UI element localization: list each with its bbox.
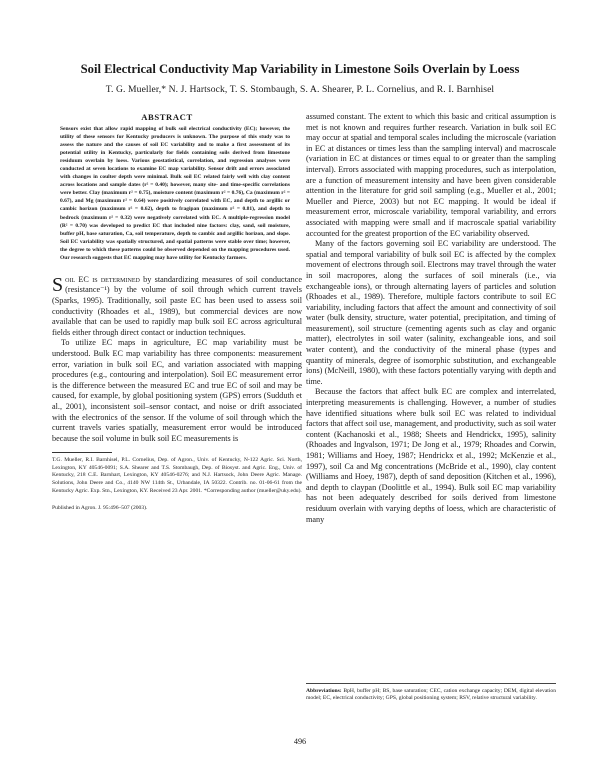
author-affiliations: T.G. Mueller, R.I. Barnhisel, P.L. Cornelius, Dep. of Agron., Univ. of Kentucky, N-122 Agric. Sci. North, Lexington, KY 40546-0091; S.A. Shearer and T.S. Stombaugh, Dep. of Biosyst. and Agric. Eng., Univ. of Kentucky, 218 C.E. Barnhart, Lexington, KY 40546-0276; and N.J. Hartsock, John Deere Agric. Manage. Solutions, John Deere and Co., 4140 NW 114th St., Urbandale, IA 50322. Contrib. no. 01-06-61 from the Kentucky Agric. Exp. Stn., Lexington, KY. Received 23 Apr. 2001. *Corresponding author (mueller@uky.edu). (52, 457, 302, 494)
footnote-rule (52, 452, 112, 453)
abbreviations-note (306, 688, 556, 703)
intro-paragraph-1 (52, 275, 302, 339)
intro-paragraph-1-text: by standardizing measures of soil conductance (resistance⁻¹) by the volume of soil through which current travels (Sparks, 1995). Traditionally, soil paste EC has been used to assess soil conductivity (Rhoades et al., 1989), but commercial devices are now available that can be used to rapidly map bulk soil EC across agricultural fields either through direct contact or induction techniques. (52, 274, 302, 337)
intro-lead-in: oil EC is determined (65, 274, 140, 284)
right-column (306, 112, 556, 525)
body-paragraph-5: Because the factors that affect bulk EC are complex and interrelated, interpreting measurements is challenging. However, a number of studies have identified situations where bulk soil EC was related to individual factors that affect soil use, management, and productivity, such as soil water content (Kachanoski et al., 1988; Sheets and Hendrickx, 1995), salinity (Rhoades and Ingvalson, 1971; De Jong et al., 1979; Rhoades and Corwin, 1981; Williams and Hoey, 1987; Hendrickx et al., 1992; McKenzie et al., 1997), soil Ca and Mg concentrations (McBride et al., 1990), clay content (Williams and Hoey, 1987), depth of sand deposition (Kitchen et al., 1996), and depth to claypan (Doolittle et al., 1994). Bulk soil EC map variability has not been adequately described for soils derived from limestone residuum overlain with varying depths of loess, which are characteristic of many (306, 387, 556, 524)
abstract-text: Sensors exist that allow rapid mapping of bulk soil electrical conductivity (EC); however, the utility of these sensors for Kentucky producers is unknown. The purpose of this study was to assess the nature and the causes of soil EC variability and to make a first assessment of its potential utility in Kentucky, particularly for fields containing soils derived from limestone residuum overlain by loess. Various geostatistical, correlation, and regression analyses were conducted at seven locations to examine EC map variability. Sensor drift and errors associated with changes in coulter depth were minimal. Bulk soil EC related fairly well with clay content across locations and sample dates (r² = 0.40); however, many site- and time-specific correlations were better. Clay (maximum r² = 0.75), moisture content (maximum r² = 0.76), Ca (maximum r² = 0.67), and Mg (maximum r² = 0.64) were positively correlated with EC, and depth to argillic or cambic horizon (maximum r² = 0.62), depth to fragipan (maximum r² = 0.81), and depth to bedrock (maximum r² = 0.32) were negatively correlated with EC. A multiple-regression model (R² = 0.70) was developed to predict EC that included nine factors: clay, sand, soil moisture, buffer pH, base saturation, Ca, soil temperature, depth to cambic and argillic horizon, and slope. Soil EC variability was spatially structured, and spatial patterns were stable over time; however, the degree to which these patterns could be observed depended on the mapping procedures used. Our research suggests that EC mapping may have utility for Kentucky farmers. (60, 126, 290, 261)
abbreviations-text: BpH, buffer pH; BS, base saturation; CEC, cation exchange capacity; DEM, digital elevation model; EC, electrical conductivity; GPS, global positioning system; RSV, relative structural variability. (306, 688, 556, 702)
page-number: 496 (293, 737, 307, 746)
abbreviations-rule (306, 683, 556, 684)
abstract-heading: ABSTRACT (141, 112, 193, 122)
body-paragraph-3: assumed constant. The extent to which this basic and critical assumption is met is not known and requires further research. Variation in bulk soil EC may occur at spatial and temporal scales including the microscale (variation in EC at distances or times less than the sampling interval) and macroscale (variation in EC at distances or times equal to or greater than the sampling interval). Errors associated with mapping procedures, such as interpolation, are a function of measurement intensity and have been given considerable attention in the literature for grid soil sampling (e.g., Mueller et al., 2001; Mueller and Pierce, 2003) but not EC mapping. It would be ideal if measurement error, microscale variability, temporal variability, and errors associated with mapping were small and if macroscale spatial variability accounted for the greatest proportion of the EC variability observed. (306, 112, 556, 238)
drop-cap: S (52, 273, 64, 296)
paper-title: Soil Electrical Conductivity Map Variability in Limestone Soils Overlain by Loess (80, 62, 520, 76)
publication-note: Published in Agron. J. 95:496–507 (2003). (52, 505, 148, 512)
author-list: T. G. Mueller,* N. J. Hartsock, T. S. Stombaugh, S. A. Shearer, P. L. Cornelius, and R. I. Barnhisel (105, 84, 495, 95)
left-column (52, 112, 302, 513)
body-paragraph-4: Many of the factors governing soil EC variability are understood. The spatial and temporal variability of bulk soil EC is affected by the complex movement of electrons through soil. Electrons may travel through the water in soil macropores, along the surfaces of soil minerals (i.e., via exchangeable ions), or through alternating layers of particles and solution (Rhoades et al., 1989). Therefore, multiple factors contribute to soil EC variability, including factors that affect the amount and connectivity of soil water (bulk density, structure, water potential, precipitation, and timing of measurement), soil structure (cementing agents such as clay and organic matter), electrolytes in soil water (salinity, exchangeable ions, and soil water content), and the conductivity of the mineral phase (types and quantity of minerals, degree of isomorphic substitution, and exchangeable ions) (McNeill, 1980), with these factors potentially varying with depth and time. (306, 239, 556, 386)
intro-paragraph-2: To utilize EC maps in agriculture, EC map variability must be understood. Bulk EC map variability has three components: measurement error, variation in bulk soil EC, and variation associated with mapping procedures (e.g., contouring and interpolation). Soil EC measurement error is the difference between the measured EC and true EC of soil and may be caused, for example, by global positioning system (GPS) errors (Sudduth et al., 2001), inconsistent soil–sensor contact, and noise or drift associated with the electronics of the sensor. If the volume of soil through which the current travels varies spatially, measurement error would be introduced because the soil volume in bulk soil EC measurements is (52, 338, 302, 443)
abbreviations-label: Abbreviations: (306, 688, 342, 694)
introduction (52, 275, 302, 445)
